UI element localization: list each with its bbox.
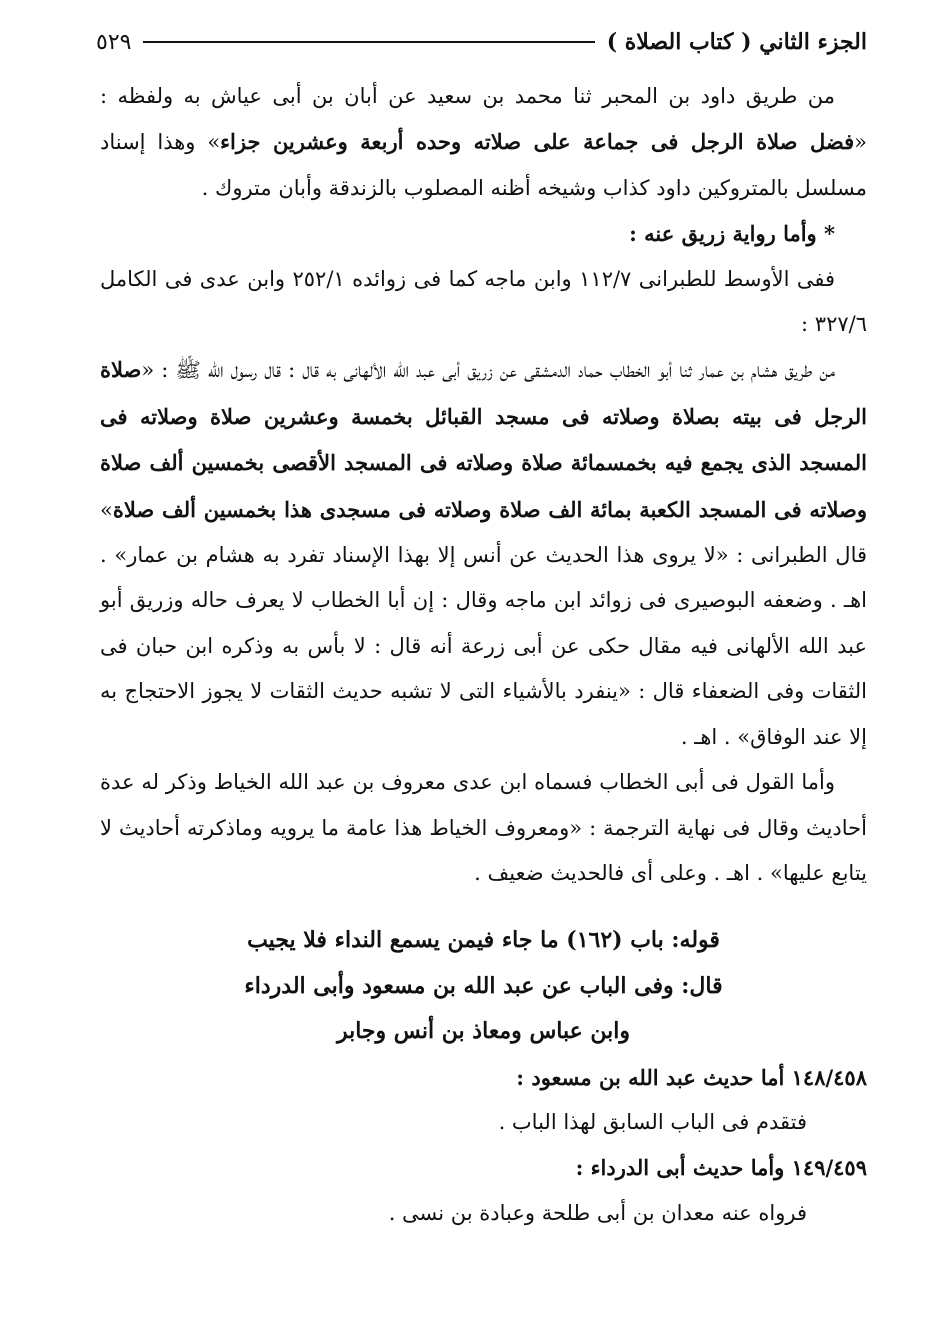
section-text: فتقدم فى الباب السابق لهذا الباب . xyxy=(498,1109,807,1134)
hadith-text: صلاة الرجل فى بيته بصلاة وصلاته فى مسجد القبائل بخمسة وعشرين صلاة وصلاته فى المسجد الذى يجمع فيه بخمسمائة صلاة وصلاته فى المسجد الأقصى بخمسين ألف صلاة وصلاته فى المسجد الكعبة بمائة الف صلاة وصلاته فى مسجدى هذا بخمسين ألف صلاة xyxy=(100,357,867,522)
paragraph-3: من طريق هشام بن عمار ثنا أبو الخطاب حماد الدمشقى عن زريق أبى عبد الله الألهانى به قال : قال رسول الله ﷺ : «صلاة الرجل فى بيته بصلاة وصلاته فى مسجد القبائل بخمسة وعشرين صلاة وصلاته فى المسجد الذى يجمع فيه بخمسمائة صلاة وصلاته فى المسجد الأقصى بخمسين ألف صلاة وصلاته فى المسجد الكعبة بمائة الف صلاة وصلاته فى مسجدى هذا بخمسين ألف صلاة» قال الطبرانى : «لا يروى هذا الحديث عن أنس إلا بهذا الإسناد تفرد به هشام بن عمار» . اهـ . وضعفه البوصيرى فى زوائد ابن ماجه وقال : إن أبا الخطاب لا يعرف حاله وزريق أبو عبد الله الألهانى فيه مقال حكى عن أبى زرعة أنه قال : لا بأس به وذكره ابن حبان فى الثقات وفى الضعفاء قال : «ينفرد بالأشياء التى لا تشبه حديث الثقات لا يجوز الاحتجاج به إلا عند الوفاق» . اهـ . xyxy=(100,357,867,749)
page-body xyxy=(100,74,867,1236)
page-header xyxy=(96,22,867,62)
chapter-title: قوله: باب (١٦٢) ما جاء فيمن يسمع النداء فلا يجيب xyxy=(247,927,720,954)
header-rule xyxy=(143,41,594,43)
section-text: فرواه عنه معدان بن أبى طلحة وعبادة بن نسى . xyxy=(388,1200,807,1225)
section-heading: ١٤٨/٤٥٨ أما حديث عبد الله بن مسعود : xyxy=(516,1064,867,1090)
sub-heading: * وأما رواية زريق عنه : xyxy=(629,221,835,247)
paragraph-4: وأما القول فى أبى الخطاب فسماه ابن عدى معروف بن عبد الله الخياط وذكر له عدة أحاديث وقال فى نهاية الترجمة : «ومعروف الخياط هذا عامة ما يرويه وماذكرته أحاديث لا يتابع عليها» . اهـ . وعلى أى فالحديث ضعيف . xyxy=(100,770,867,885)
paragraph-1: من طريق داود بن المحبر ثنا محمد بن سعيد عن أبان بن أبى عياش به ولفظه : «فضل صلاة الرجل فى جماعة على صلاته وحده أربعة وعشرين جزاء» وهذا إسناد مسلسل بالمتروكين داود كذاب وشيخه أظنه المصلوب بالزندقة وأبان متروك . xyxy=(100,84,867,200)
chapter-subtitle: قال: وفى الباب عن عبد الله بن مسعود وأبى الدرداء xyxy=(244,972,723,999)
chapter-subtitle: وابن عباس ومعاذ بن أنس وجابر xyxy=(336,1018,631,1045)
hadith-text: فضل صلاة الرجل فى جماعة على صلاته وحده أربعة وعشرين جزاء xyxy=(220,129,855,155)
paragraph-2: ففى الأوسط للطبرانى ١١٢/٧ وابن ماجه كما فى زوائده ٢٥٢/١ وابن عدى فى الكامل ٣٢٧/٦ : xyxy=(100,266,867,337)
page-number: ٥٢٩ xyxy=(96,29,132,55)
running-title: الجزء الثاني ( كتاب الصلاة ) xyxy=(606,29,867,55)
section-heading: ١٤٩/٤٥٩ وأما حديث أبى الدرداء : xyxy=(575,1155,867,1181)
